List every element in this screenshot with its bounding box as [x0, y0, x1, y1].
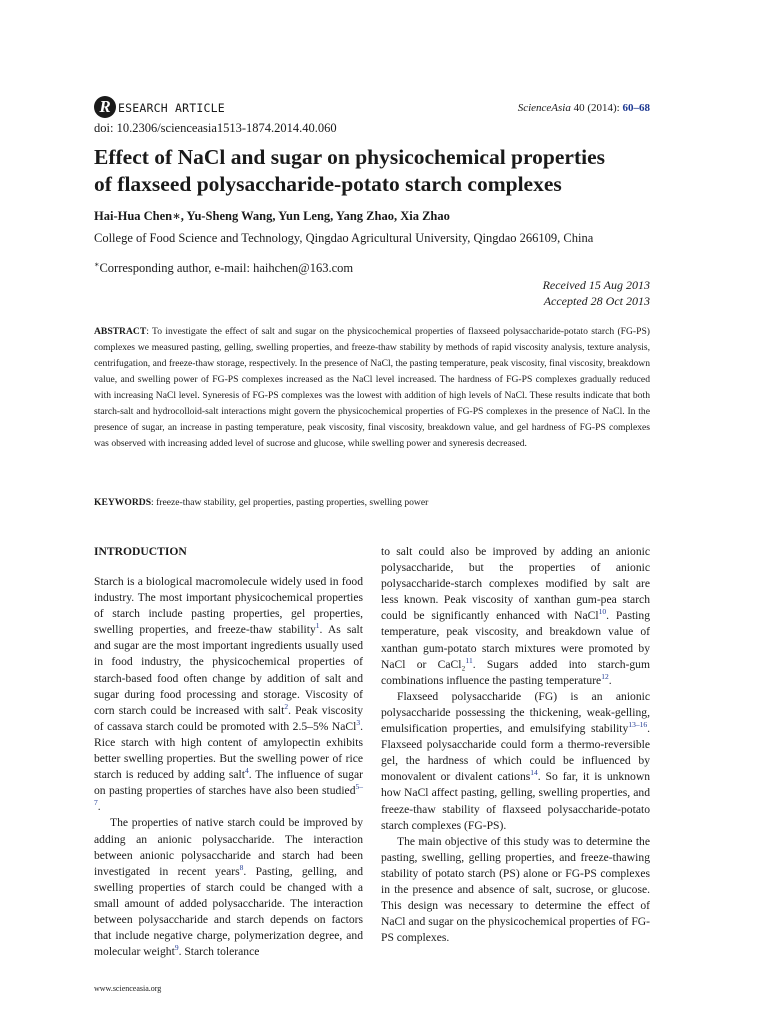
citation-link[interactable]: 10 [598, 607, 607, 617]
footer-website[interactable]: www.scienceasia.org [94, 984, 162, 993]
text-run: . Peak viscosity of cassava starch could be promoted with 2.5–5% NaCl [94, 703, 363, 733]
intro-paragraph-2 [94, 815, 363, 960]
affiliation: College of Food Science and Technology, Qingdao Agricultural University, Qingdao 266109, China [94, 231, 594, 245]
text-run: . Pasting temperature, peak viscosity, and breakdown value of xanthan gum-potato starch mixtures were promoted by NaCl or CaCl₂ [381, 609, 650, 671]
citation-link[interactable]: 5–7 [94, 782, 363, 808]
research-r-logo-icon: R [94, 96, 116, 118]
text-run: . As salt and sugar are the most important ingredients usually used in food industry, the physicochemical properties of starch-based food often change by addition of salt and sugar during food processing and storage. Viscosity of corn starch could be increased with salt [94, 623, 363, 717]
title-line-1: Effect of NaCl and sugar on physicochemical properties [94, 145, 606, 169]
corresponding-author [94, 260, 353, 276]
text-run: . [97, 800, 101, 814]
journal-name: ScienceAsia [517, 102, 571, 114]
text-run: . Pasting, gelling, and swelling properties of starch could be changed with a small amount of added polysaccharide. The interaction between polysaccharide and starch depends on factors that include negative charge, polymerization degree, and molecular weight [94, 864, 363, 959]
citation-link[interactable]: 12 [601, 671, 609, 681]
keywords-label: KEYWORDS [94, 497, 152, 508]
citation-link[interactable]: 9 [174, 943, 179, 953]
abstract [94, 324, 650, 452]
abstract-text: : To investigate the effect of salt and sugar on the physicochemical properties of flaxseed polysaccharide-potato starch (FG-PS) complexes we measured pasting, gelling, swelling properties, and freeze-thaw stability by methods of rapid viscosity analysis, texture analysis, centrifugation, and freeze-thaw storage, respectively. In the presence of NaCl, the pasting temperature, peak viscosity, final viscosity, breakdown value, and swelling power of FG-PS complexes increased as the NaCl level increased. The hardness of FG-PS complexes gradually reduced with increasing NaCl level. Syneresis of FG-PS complexes was the lowest with addition of high levels of NaCl. These results indicate that both starch-salt and hydrocolloid-salt interactions might govern the physicochemical properties of FG-PS complexes in the presence of NaCl. In the presence of sugar, an increase in pasting temperature, peak viscosity, final viscosity, breakdown value, and gel hardness of FG-PS complexes was observed with increasing added level of sucrose and glucose, while swelling power and syneresis decreased. [94, 326, 650, 449]
text-run: . [608, 673, 612, 687]
text-run: Starch is a biological macromolecule widely used in food industry. The most important physicochemical properties of starch include pasting properties, gel properties, swelling properties, and freeze-thaw stability [94, 575, 363, 637]
text-run: . The influence of sugar on pasting properties of starches have also been studied [94, 768, 363, 798]
intro-paragraph-4 [381, 689, 650, 834]
intro-paragraph-3 [381, 544, 650, 689]
column-right [381, 544, 650, 946]
keywords-text: : freeze-thaw stability, gel properties, pasting properties, swelling power [151, 497, 429, 508]
author-list: Hai-Hua Chen∗, Yu-Sheng Wang, Yun Leng, Yang Zhao, Xia Zhao [94, 209, 450, 223]
text-run: . So far, it is unknown how NaCl affect pasting, gelling, swelling properties, and freeze-thaw stability of flaxseed polysaccharide-potato starch complexes (FG-PS). [381, 770, 650, 832]
section-heading-introduction: INTRODUCTION [94, 545, 187, 558]
journal-pages-link[interactable]: 60–68 [622, 102, 650, 114]
keywords [94, 497, 650, 508]
text-run: Flaxseed polysaccharide (FG) is an anionic polysaccharide possessing the thickening, weak-gelling, emulsification properties, and emulsifying stability [381, 689, 650, 736]
citation-link[interactable]: 1 [315, 621, 320, 631]
text-run: . Sugars added into starch-gum combinations influence the pasting temperature [381, 657, 650, 687]
article-type-label: ESEARCH ARTICLE [118, 101, 225, 115]
text-run: The properties of native starch could be improved by adding an anionic polysaccharide. The interaction between anionic polysaccharide and starch had been investigated in recent years [94, 816, 363, 878]
citation-link[interactable]: 8 [239, 862, 244, 872]
text-run: . Rice starch with high content of amylopectin exhibits better swelling properties. But the swelling power of rice starch is reduced by adding salt [94, 719, 363, 782]
corresponding-marker: ∗ [94, 260, 100, 269]
text-run: . Flaxseed polysaccharide could form a thermo-reversible gel, the hardness of which could be influenced by monovalent or divalent cations [381, 722, 650, 784]
title-line-2: of flaxseed polysaccharide-potato starch complexes [94, 172, 562, 196]
citation-link[interactable]: 11 [465, 655, 473, 665]
intro-paragraph-5: The main objective of this study was to determine the pasting, swelling, gelling properties, and freeze-thawing stability of potato starch (PS) alone or FG-PS complexes in the presence and absence of salt, sucrose, or glucose. This design was necessary to determine the effect of NaCl and sugar on the physicochemical properties of FG-PS complexes. [381, 834, 650, 945]
citation-link[interactable]: 4 [244, 766, 249, 776]
received-date: Received 15 Aug 2013 [542, 278, 650, 292]
text-run: to salt could also be improved by adding an anionic polysaccharide, but the properties of anionic polysaccharide-starch complexes modified by salt are less known. Peak viscosity of xanthan gum-pea starch could be significantly enhanced with NaCl [381, 545, 650, 623]
text-run: . Starch tolerance [178, 945, 260, 959]
article-header [94, 96, 650, 120]
doi[interactable]: doi: 10.2306/scienceasia1513-1874.2014.40.060 [94, 121, 337, 135]
article-dates [543, 277, 650, 309]
accepted-date: Accepted 28 Oct 2013 [543, 294, 650, 308]
citation-link[interactable]: 14 [530, 768, 538, 778]
journal-citation [518, 102, 650, 114]
citation-link[interactable]: 3 [356, 717, 361, 727]
citation-link[interactable]: 13–16 [628, 720, 648, 730]
research-article-badge [94, 96, 225, 118]
citation-link[interactable]: 2 [284, 701, 289, 711]
article-title [94, 144, 664, 198]
abstract-label: ABSTRACT [94, 326, 147, 337]
corresponding-text[interactable]: Corresponding author, e-mail: haihchen@163.com [99, 261, 354, 276]
intro-paragraph-1 [94, 574, 363, 815]
column-left [94, 544, 363, 960]
journal-volume: 40 (2014): [570, 102, 623, 114]
